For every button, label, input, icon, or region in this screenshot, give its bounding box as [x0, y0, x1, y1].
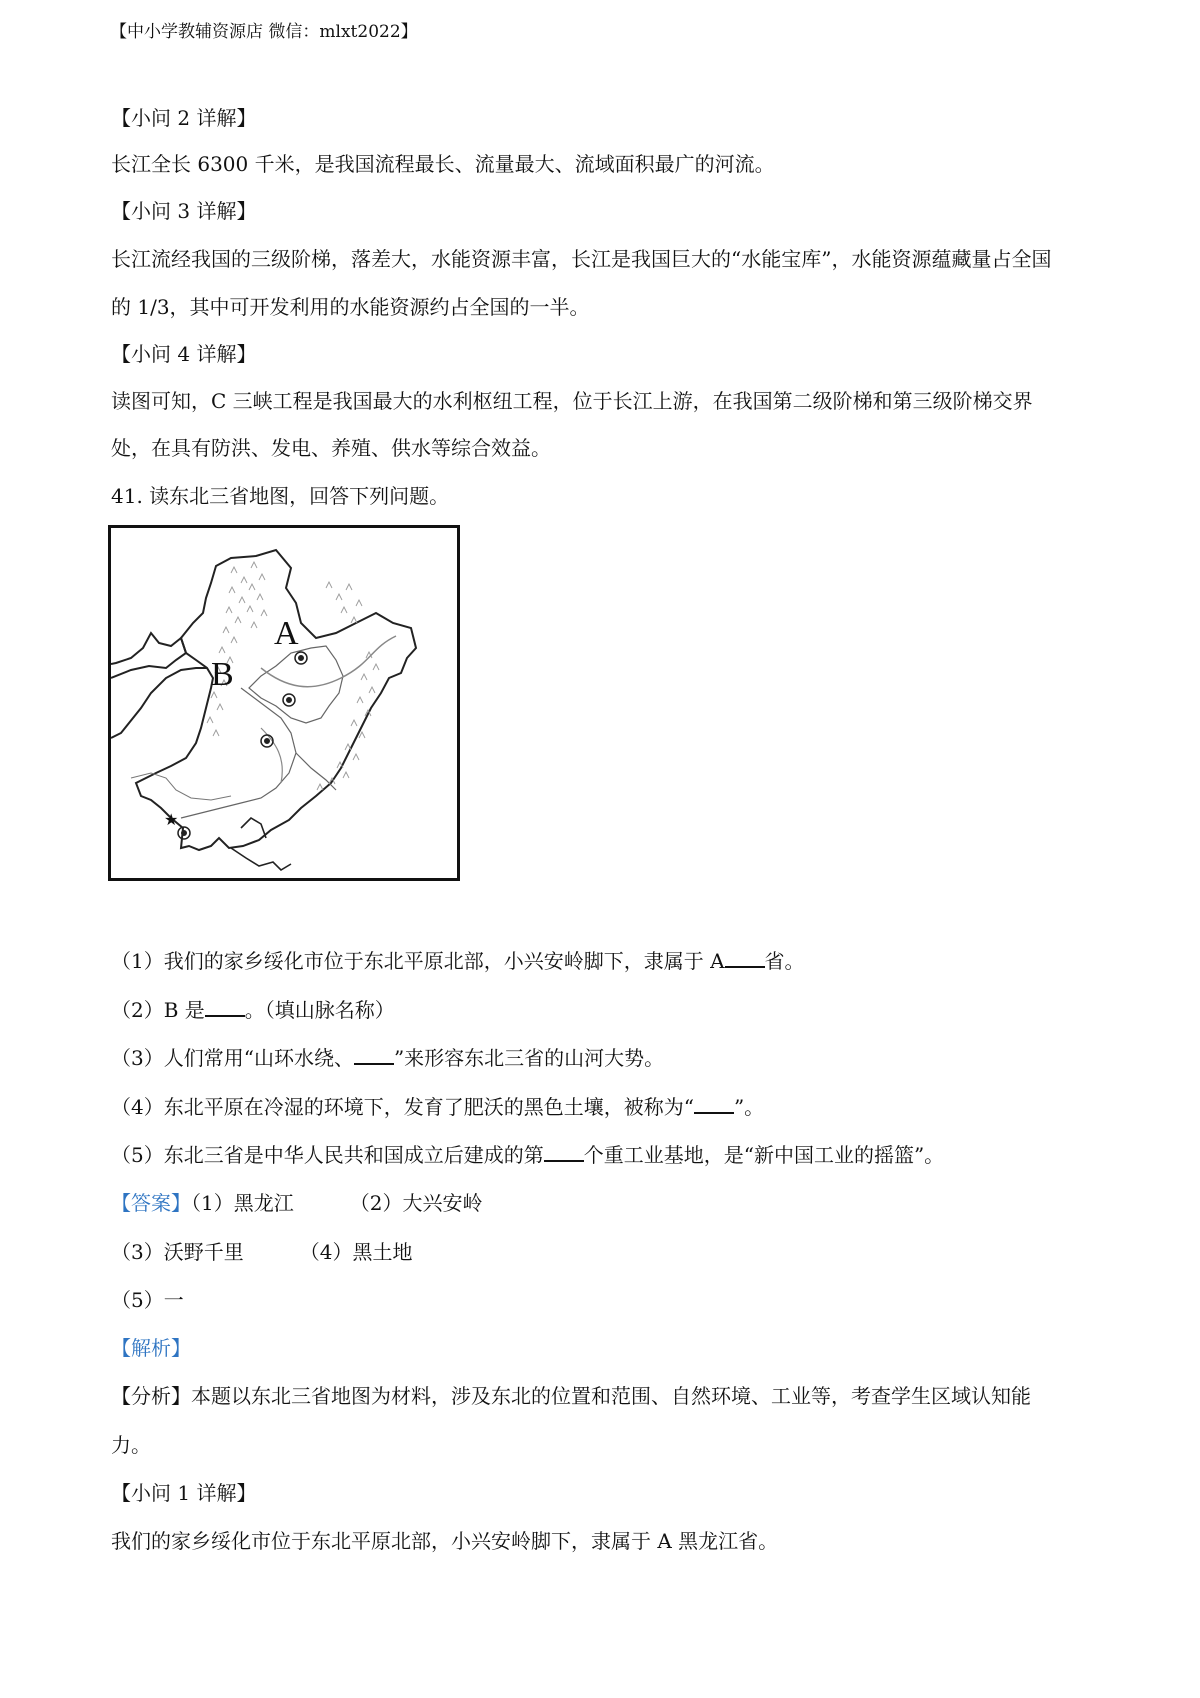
answer-label: 【答案】	[111, 1191, 191, 1215]
q4-text-line1: 读图可知，C 三峡工程是我国最大的水利枢纽工程，位于长江上游，在我国第二级阶梯和第三级阶梯交界	[111, 389, 1033, 413]
q3-title: 【小问 3 详解】	[111, 199, 257, 223]
city-markers	[178, 652, 307, 839]
sub-question-3: （3）人们常用“山环水绕、 ”来形容东北三省的山河大势。	[111, 1046, 665, 1070]
analysis-fenxi-line2: 力。	[111, 1433, 151, 1457]
q41-title: 41. 读东北三省地图，回答下列问题。	[111, 484, 450, 508]
northeast-map	[108, 525, 460, 881]
coastline	[231, 818, 291, 870]
page-header: 【中小学教辅资源店 微信：mlxt2022】	[110, 22, 418, 42]
q2-title: 【小问 2 详解】	[111, 106, 257, 130]
capital-star: ★	[164, 810, 179, 829]
blank-2	[205, 997, 245, 1017]
analysis-label: 【解析】	[111, 1336, 191, 1360]
sub-question-2: （2）B 是 。（填山脉名称）	[111, 998, 395, 1022]
map-outline	[136, 550, 416, 850]
q3-text-line2: 的 1/3，其中可开发利用的水能资源约占全国的一半。	[111, 295, 590, 319]
analysis-q1-title: 【小问 1 详解】	[111, 1481, 257, 1505]
answer-line-1: 【答案】（1）黑龙江 （2）大兴安岭	[111, 1191, 483, 1215]
q4-text-line2: 处，在具有防洪、发电、养殖、供水等综合效益。	[111, 436, 551, 460]
q2-text: 长江全长 6300 千米，是我国流程最长、流量最大、流域面积最广的河流。	[111, 152, 775, 176]
blank-4	[694, 1094, 734, 1114]
answer-line-2: （3）沃野千里 （4）黑土地	[111, 1240, 413, 1264]
map-label-a: A	[274, 615, 299, 652]
western-border	[111, 633, 186, 678]
province-boundary-c	[296, 753, 336, 790]
q3-text-line1: 长江流经我国的三级阶梯，落差大，水能资源丰富，长江是我国巨大的“水能宝库”，水能资源蕴藏量占全国	[111, 247, 1052, 271]
analysis-q1-text: 我们的家乡绥化市位于东北平原北部，小兴安岭脚下，隶属于 A 黑龙江省。	[111, 1529, 779, 1553]
q4-title: 【小问 4 详解】	[111, 342, 257, 366]
blank-1	[725, 948, 765, 968]
map-label-b: B	[211, 656, 234, 693]
answer-line-3: （5）一	[111, 1288, 184, 1312]
analysis-fenxi-line1: 【分析】本题以东北三省地图为材料，涉及东北的位置和范围、自然环境、工业等，考查学生区域认知能	[111, 1384, 1031, 1408]
sub-question-4: （4）东北平原在冷湿的环境下，发育了肥沃的黑色土壤，被称为“ ”。	[111, 1095, 765, 1119]
blank-3	[354, 1045, 394, 1065]
blank-5	[544, 1142, 584, 1162]
province-boundary-a	[249, 646, 343, 723]
sub-question-5: （5）东北三省是中华人民共和国成立后建成的第 个重工业基地，是“新中国工业的摇篮”。	[111, 1143, 945, 1167]
western-border-lower	[111, 668, 207, 738]
sub-question-1: （1）我们的家乡绥化市位于东北平原北部，小兴安岭脚下，隶属于 A 省。	[111, 949, 805, 973]
